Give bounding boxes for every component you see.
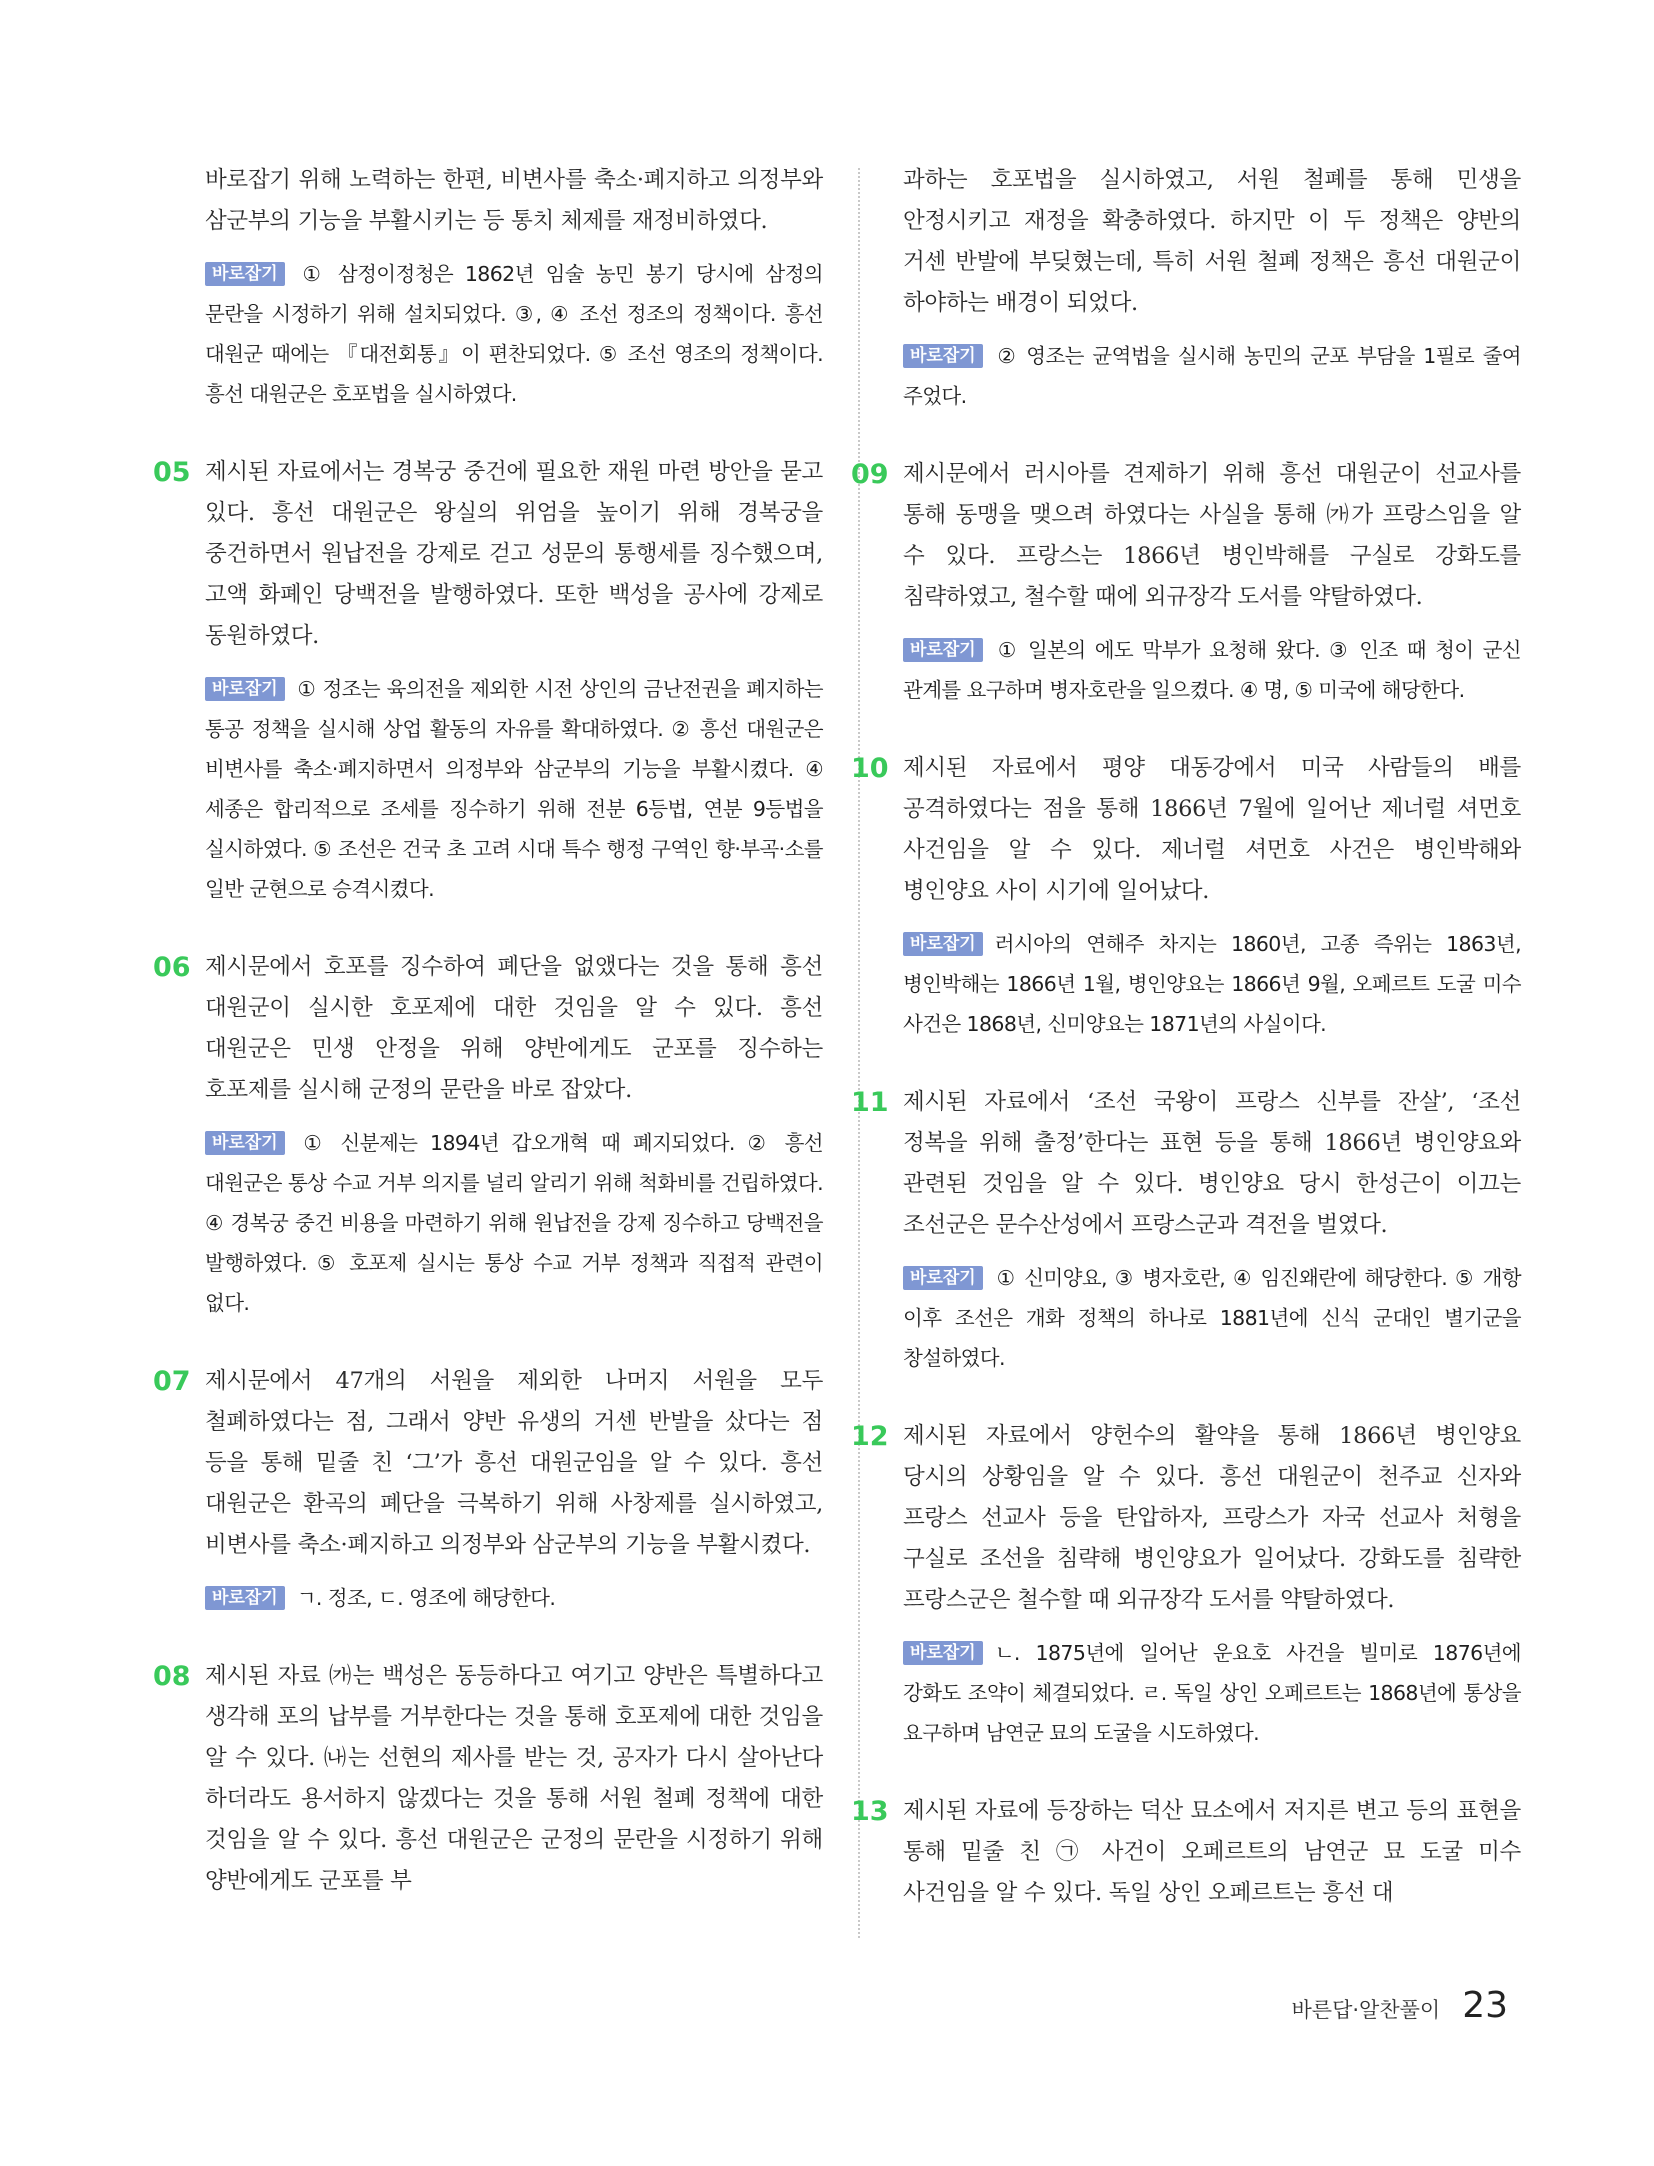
paragraph: 제시된 자료에 등장하는 덕산 묘소에서 저지른 변고 등의 표현을 통해 밑줄 친 ㉠ 사건이 오페르트의 남연군 묘 도굴 미수 사건임을 알 수 있다. 독일 상인 오페르트는 흥선 대 <box>903 1798 1521 1906</box>
paragraph: 제시된 자료 ㈎는 백성은 동등하다고 여기고 양반은 특별하다고 생각해 포의 납부를 거부한다는 것을 통해 호포제에 대한 것임을 알 수 있다. ㈏는 선현의 제사를 받는 것, 공자가 다시 살아난다 하더라도 용서하지 않겠다는 것을 통해 서원 철폐 정책에 대한 것임을 알 수 있다. 흥선 대원군은 군정의 문란을 시정하기 위해 양반에게도 군포를 부 <box>205 1663 823 1894</box>
paragraph: 제시된 자료에서는 경복궁 중건에 필요한 재원 마련 방안을 묻고 있다. 흥선 대원군은 왕실의 위엄을 높이기 위해 경복궁을 중건하면서 원납전을 강제로 걷고 성문의 통행세를 징수했으며, 고액 화폐인 당백전을 발행하였다. 또한 백성을 공사에 강제로 동원하였다. <box>205 459 823 649</box>
page-number: 23 <box>1462 1985 1508 2026</box>
correction-text: 러시아의 연해주 차지는 1860년, 고종 즉위는 1863년, 병인박해는 1866년 1월, 병인양요는 1866년 9월, 오페르트 도굴 미수 사건은 1868년, 신미양요는 1871년의 사실이다. <box>903 932 1521 1036</box>
question-number: 06 <box>153 952 191 983</box>
correction-badge: 바로잡기 <box>205 1586 285 1610</box>
section-05 <box>153 452 823 909</box>
paragraph: 제시문에서 47개의 서원을 제외한 나머지 서원을 모두 철폐하였다는 점, 그래서 양반 유생의 거센 반발을 샀다는 점 등을 통해 밑줄 친 ‘그’가 흥선 대원군임을 알 수 있다. 흥선 대원군은 환곡의 폐단을 극복하기 위해 사창제를 실시하였고, 비변사를 축소·폐지하고 의정부와 삼군부의 기능을 부활시켰다. <box>205 1368 823 1558</box>
correction-badge: 바로잡기 <box>903 1641 983 1665</box>
page-footer <box>1292 1985 1509 2026</box>
question-number: 12 <box>851 1421 889 1452</box>
section-11 <box>851 1082 1521 1378</box>
paragraph: 제시된 자료에서 평양 대동강에서 미국 사람들의 배를 공격하였다는 점을 통해 1866년 7월에 일어난 제너럴 셔먼호 사건임을 알 수 있다. 제너럴 셔먼호 사건은 병인박해와 병인양요 사이 시기에 일어났다. <box>903 755 1521 904</box>
correction-badge: 바로잡기 <box>205 1131 285 1155</box>
question-number: 09 <box>851 459 889 490</box>
question-number: 13 <box>851 1796 889 1827</box>
correction-badge: 바로잡기 <box>903 932 983 956</box>
correction-text: ㄱ. 정조, ㄷ. 영조에 해당한다. <box>296 1586 556 1610</box>
column-divider <box>858 168 860 1938</box>
question-number: 05 <box>153 457 191 488</box>
section-intro <box>205 160 823 414</box>
correction-note <box>903 924 1521 1044</box>
question-number: 10 <box>851 753 889 784</box>
right-column <box>851 160 1521 1914</box>
correction-note <box>903 1258 1521 1378</box>
paragraph: 제시된 자료에서 ‘조선 국왕이 프랑스 신부를 잔살’, ‘조선 정복을 위해 출정’한다는 표현 등을 통해 1866년 병인양요와 관련된 것임을 알 수 있다. 병인양요 당시 한성근이 이끄는 조선군은 문수산성에서 프랑스군과 격전을 벌였다. <box>903 1089 1521 1238</box>
correction-text: ① 신분제는 1894년 갑오개혁 때 폐지되었다. ② 흥선 대원군은 통상 수교 거부 의지를 널리 알리기 위해 척화비를 건립하였다. ④ 경복궁 중건 비용을 마련하기 위해 원납전을 강제 징수하고 당백전을 발행하였다. ⑤ 호포제 실시는 통상 수교 거부 정책과 직접적 관련이 없다. <box>205 1131 823 1315</box>
correction-text: ① 신미양요, ③ 병자호란, ④ 임진왜란에 해당한다. ⑤ 개항 이후 조선은 개화 정책의 하나로 1881년에 신식 군대인 별기군을 창설하였다. <box>903 1266 1521 1370</box>
correction-badge: 바로잡기 <box>903 1266 983 1290</box>
section-07 <box>153 1361 823 1618</box>
question-number: 11 <box>851 1087 889 1118</box>
section-08 <box>153 1656 823 1902</box>
correction-text: ㄴ. 1875년에 일어난 운요호 사건을 빌미로 1876년에 강화도 조약이 체결되었다. ㄹ. 독일 상인 오페르트는 1868년에 통상을 요구하며 남연군 묘의 도굴을 시도하였다. <box>903 1641 1521 1745</box>
correction-note <box>205 254 823 414</box>
paragraph: 제시문에서 러시아를 견제하기 위해 흥선 대원군이 선교사를 통해 동맹을 맺으려 하였다는 사실을 통해 ㈎가 프랑스임을 알 수 있다. 프랑스는 1866년 병인박해를 구실로 강화도를 침략하였고, 철수할 때에 외규장각 도서를 약탈하였다. <box>903 461 1521 610</box>
correction-text: ② 영조는 균역법을 실시해 농민의 군포 부담을 1필로 줄여 주었다. <box>903 344 1521 408</box>
correction-text: ① 일본의 에도 막부가 요청해 왔다. ③ 인조 때 청이 군신 관계를 요구하며 병자호란을 일으켰다. ④ 명, ⑤ 미국에 해당한다. <box>903 638 1521 702</box>
correction-badge: 바로잡기 <box>903 344 983 368</box>
footer-label: 바른답·알찬풀이 <box>1291 1998 1441 2022</box>
left-column <box>153 160 823 1902</box>
section-06 <box>153 947 823 1323</box>
paragraph: 바로잡기 위해 노력하는 한편, 비변사를 축소·폐지하고 의정부와 삼군부의 기능을 부활시키는 등 통치 체제를 재정비하였다. <box>205 167 823 234</box>
correction-note <box>903 630 1521 710</box>
paragraph: 과하는 호포법을 실시하였고, 서원 철폐를 통해 민생을 안정시키고 재정을 확충하였다. 하지만 이 두 정책은 양반의 거센 반발에 부딪혔는데, 특히 서원 철폐 정책은 흥선 대원군이 하야하는 배경이 되었다. <box>903 167 1521 316</box>
correction-note <box>205 1578 823 1618</box>
section-10 <box>851 748 1521 1044</box>
correction-note <box>903 336 1521 416</box>
section-08-continued <box>903 160 1521 416</box>
correction-badge: 바로잡기 <box>205 677 285 701</box>
correction-note <box>205 669 823 909</box>
question-number: 07 <box>153 1366 191 1397</box>
section-13 <box>851 1791 1521 1914</box>
question-number: 08 <box>153 1661 191 1692</box>
section-09 <box>851 454 1521 710</box>
correction-badge: 바로잡기 <box>903 638 983 662</box>
paragraph: 제시된 자료에서 양헌수의 활약을 통해 1866년 병인양요 당시의 상황임을 알 수 있다. 흥선 대원군이 천주교 신자와 프랑스 선교사 등을 탄압하자, 프랑스가 자국 선교사 처형을 구실로 조선을 침략해 병인양요가 일어났다. 강화도를 침략한 프랑스군은 철수할 때 외규장각 도서를 약탈하였다. <box>903 1423 1521 1613</box>
correction-note <box>205 1123 823 1323</box>
correction-text: ① 삼정이정청은 1862년 임술 농민 봉기 당시에 삼정의 문란을 시정하기 위해 설치되었다. ③, ④ 조선 정조의 정책이다. 흥선 대원군 때에는 『대전회통』이 편찬되었다. ⑤ 조선 영조의 정책이다. 흥선 대원군은 호포법을 실시하였다. <box>205 262 823 406</box>
paragraph: 제시문에서 호포를 징수하여 폐단을 없앴다는 것을 통해 흥선 대원군이 실시한 호포제에 대한 것임을 알 수 있다. 흥선 대원군은 민생 안정을 위해 양반에게도 군포를 징수하는 호포제를 실시해 군정의 문란을 바로 잡았다. <box>205 954 823 1103</box>
correction-text: ① 정조는 육의전을 제외한 시전 상인의 금난전권을 폐지하는 통공 정책을 실시해 상업 활동의 자유를 확대하였다. ② 흥선 대원군은 비변사를 축소·폐지하면서 의정부와 삼군부의 기능을 부활시켰다. ④ 세종은 합리적으로 조세를 징수하기 위해 전분 6등법, 연분 9등법을 실시하였다. ⑤ 조선은 건국 초 고려 시대 특수 행정 구역인 향·부곡·소를 일반 군현으로 승격시켰다. <box>205 677 823 901</box>
correction-note <box>903 1633 1521 1753</box>
correction-badge: 바로잡기 <box>205 262 285 286</box>
section-12 <box>851 1416 1521 1753</box>
